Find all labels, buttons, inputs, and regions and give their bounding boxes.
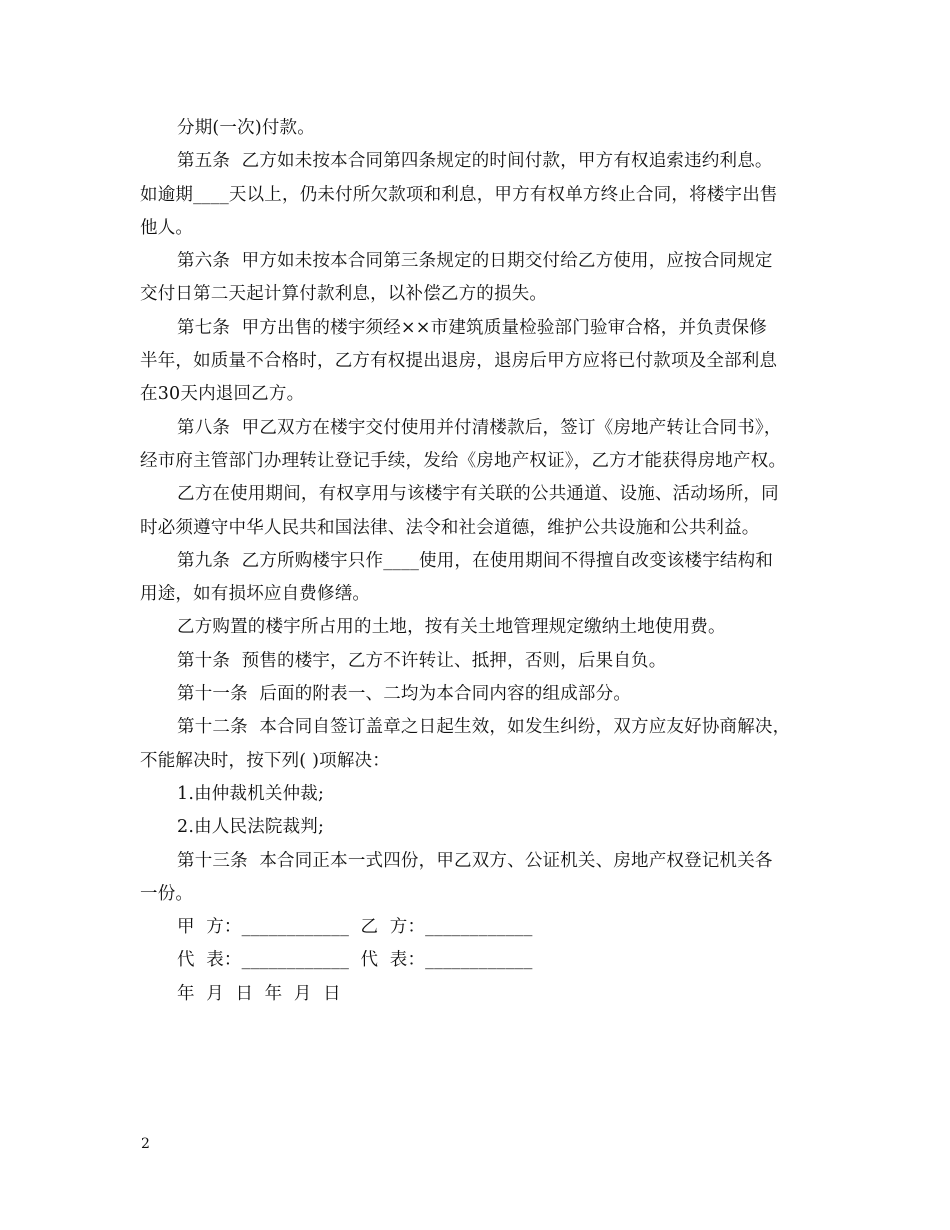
- article-12-line: 第十二条 本合同自签订盖章之日起生效，如发生纠纷，双方应友好协商解决，: [177, 717, 791, 738]
- party-signature-line: 甲 方：____________ 乙 方：____________: [177, 917, 533, 938]
- list-item: 1.由仲裁机关仲裁;: [177, 783, 325, 804]
- article-8-line: 第八条 甲乙双方在楼宇交付使用并付清楼款后，签订《房地产转让合同书》，: [177, 417, 782, 438]
- paragraph-line: 乙方购置的楼宇所占用的土地，按有关土地管理规定缴纳土地使用费。: [177, 617, 726, 638]
- paragraph-line: 分期(一次)付款。: [177, 118, 315, 138]
- page-number: 2: [141, 1136, 150, 1152]
- paragraph-line: 一份。: [140, 883, 194, 904]
- paragraph-line: 时必须遵守中华人民共和国法律、法令和社会道德，维护公共设施和公共利益。: [140, 517, 760, 538]
- date-line: 年 月 日 年 月 日: [177, 983, 341, 1004]
- paragraph-line: 半年，如质量不合格时，乙方有权提出退房，退房后甲方应将已付款项及全部利息: [140, 351, 778, 372]
- paragraph-line: 如逾期____天以上，仍未付所欠款项和利息，甲方有权单方终止合同，将楼宇出售: [140, 184, 778, 205]
- paragraph-line: 经市府主管部门办理转让登记手续，发给《房地产权证》，乙方才能获得房地产权。: [140, 450, 787, 471]
- article-5-line: 第五条 乙方如未按本合同第四条规定的时间付款，甲方有权追索违约利息。: [177, 151, 773, 172]
- paragraph-line: 交付日第二天起计算付款利息，以补偿乙方的损失。: [140, 284, 548, 305]
- article-7-line: 第七条 甲方出售的楼宇须经××市建筑质量检验部门验审合格，并负责保修: [177, 317, 767, 338]
- article-13-line: 第十三条 本合同正本一式四份，甲乙双方、公证机关、房地产权登记机关各: [177, 850, 773, 871]
- article-9-line: 第九条 乙方所购楼宇只作____使用，在使用期间不得擅自改变该楼宇结构和: [177, 550, 774, 571]
- list-item: 2.由人民法院裁判;: [177, 817, 325, 838]
- article-6-line: 第六条 甲方如未按本合同第三条规定的日期交付给乙方使用，应按合同规定: [177, 251, 773, 272]
- paragraph-line: 乙方在使用期间，有权享用与该楼宇有关联的公共通道、设施、活动场所，同: [177, 484, 779, 505]
- paragraph-line: 他人。: [140, 217, 194, 238]
- contract-body: [140, 112, 820, 1011]
- article-11-line: 第十一条 后面的附表一、二均为本合同内容的组成部分。: [177, 684, 632, 705]
- paragraph-line: 不能解决时，按下列( )项解决：: [140, 750, 390, 771]
- representative-signature-line: 代 表：____________ 代 表：____________: [177, 950, 533, 971]
- paragraph-line: 用途，如有损坏应自费修缮。: [140, 584, 371, 605]
- article-10-line: 第十条 预售的楼宇，乙方不许转让、抵押，否则，后果自负。: [177, 650, 667, 671]
- paragraph-line: 在30天内退回乙方。: [140, 384, 305, 405]
